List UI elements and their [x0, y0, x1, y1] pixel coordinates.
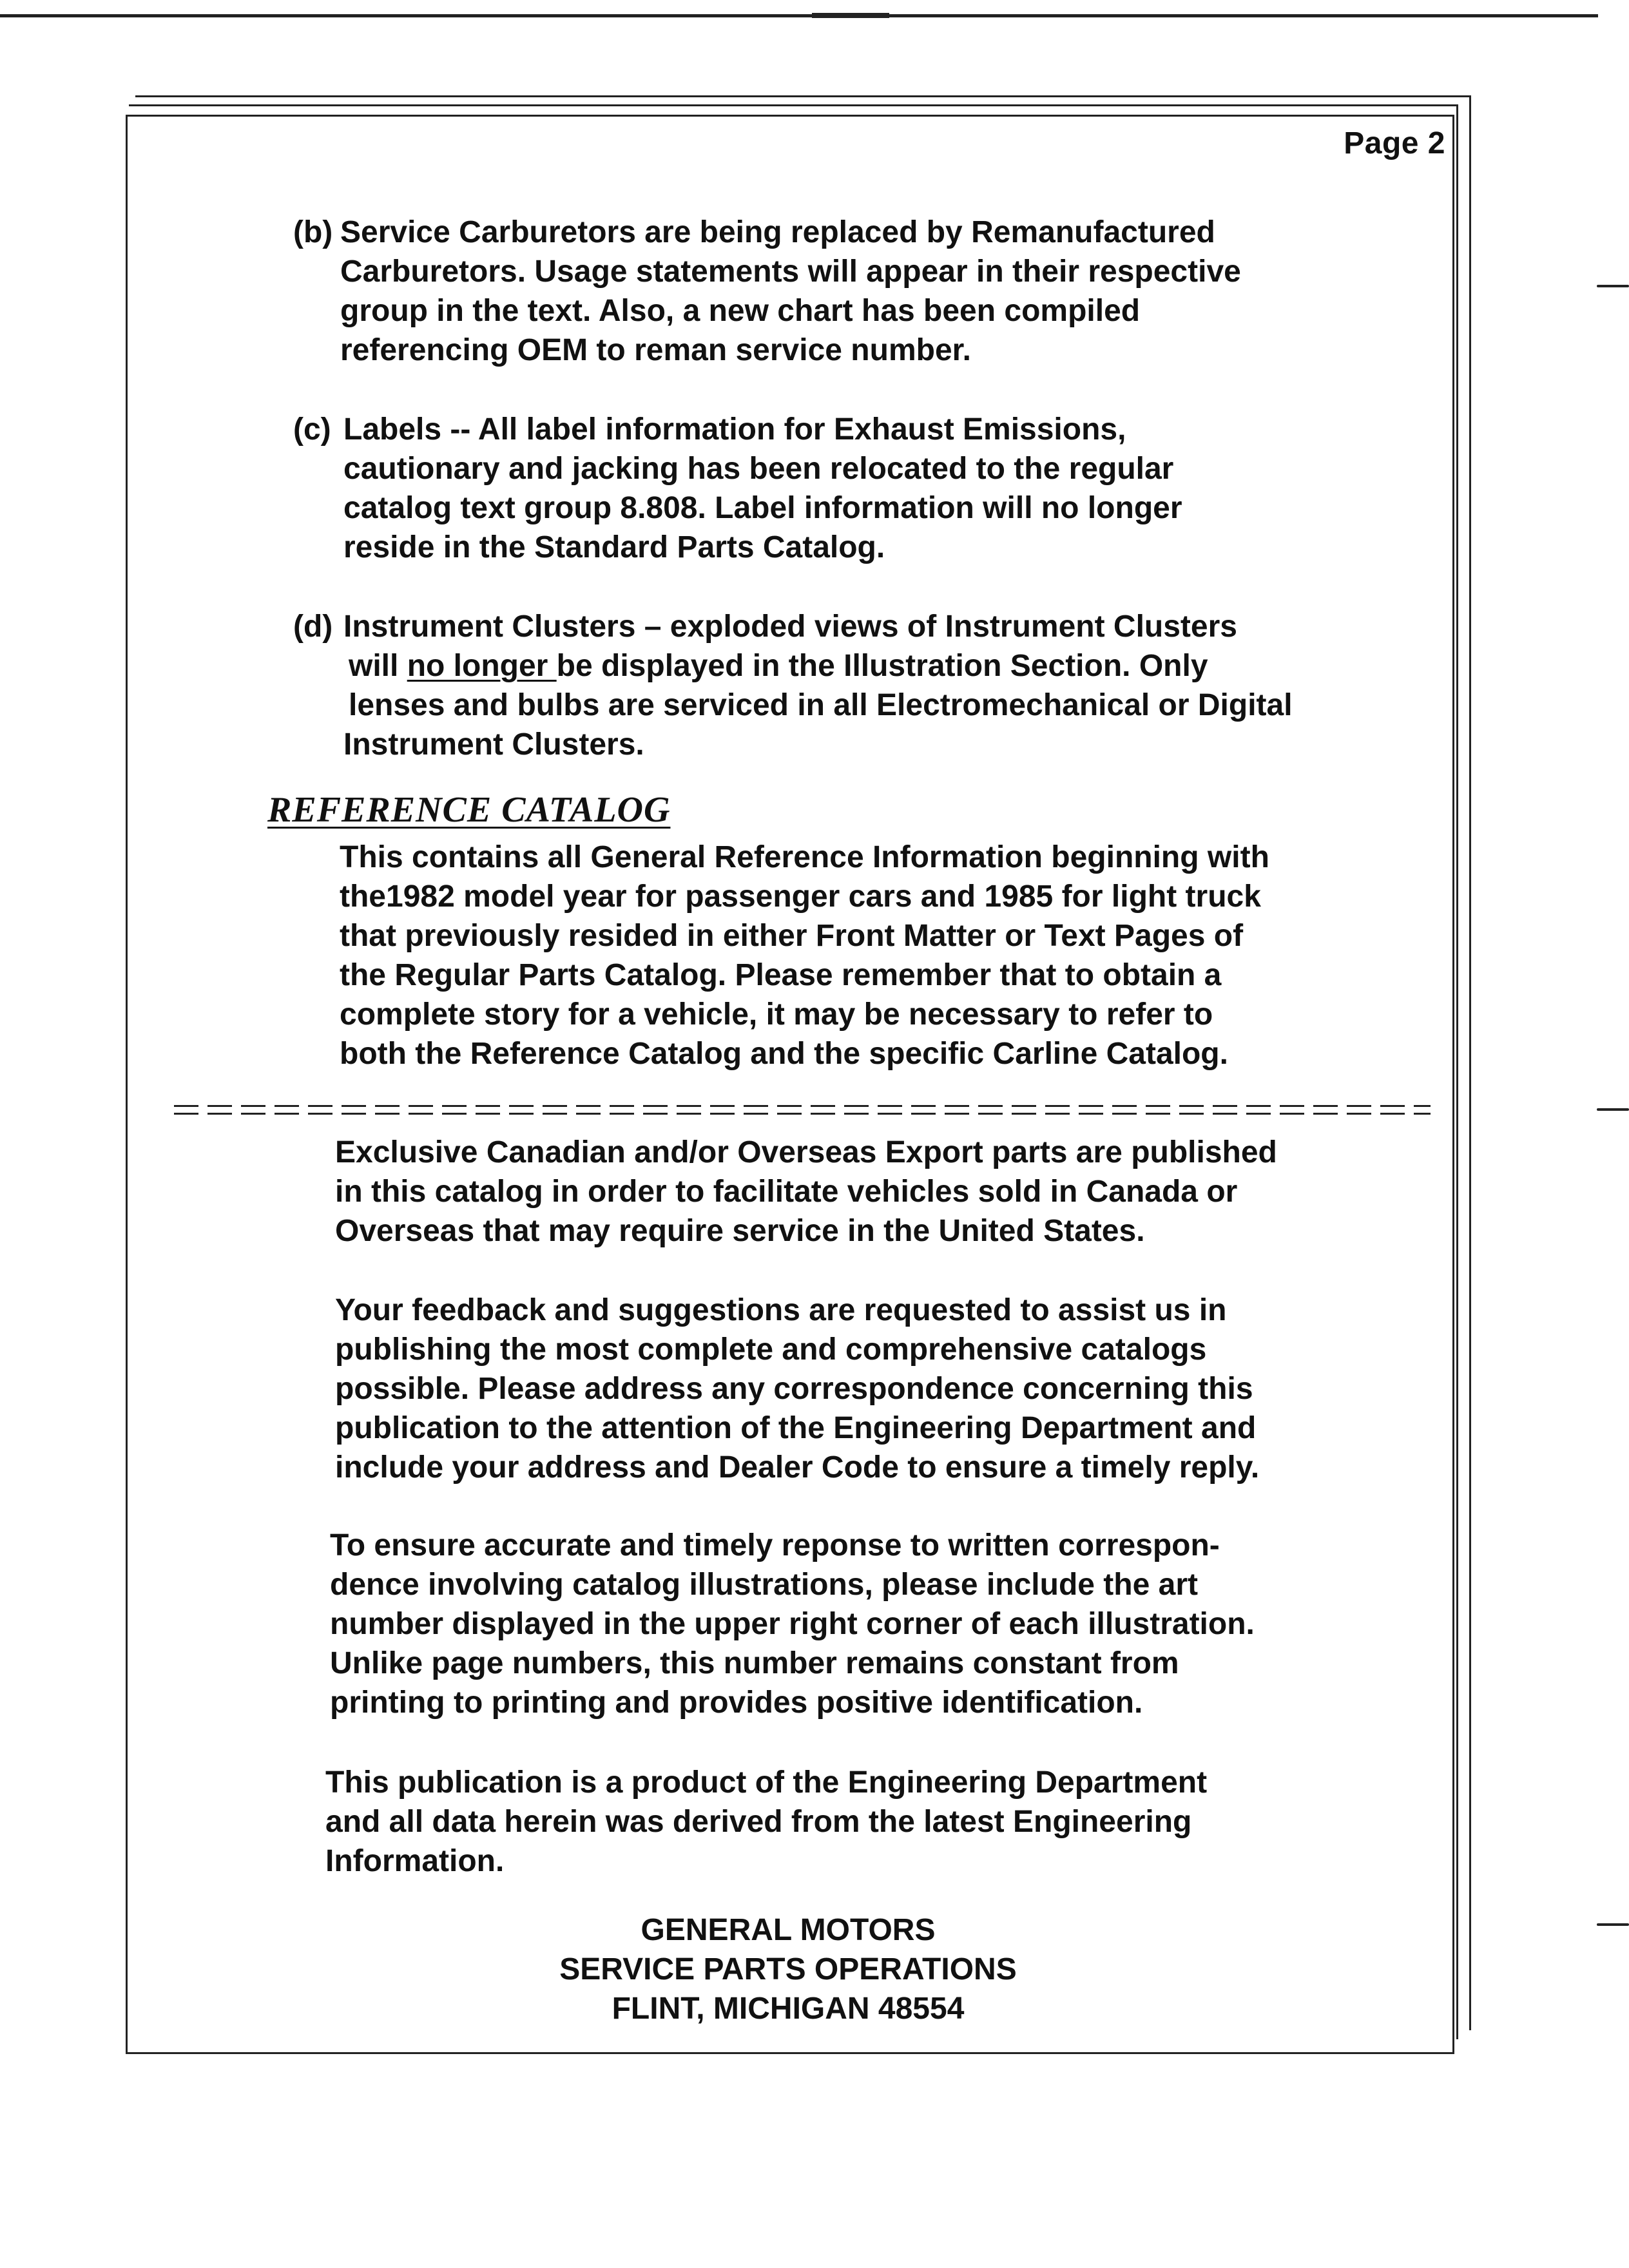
publisher-location: FLINT, MICHIGAN 48554	[612, 1992, 965, 2026]
paragraph-line: possible. Please address any correspondence concerning this	[335, 1372, 1253, 1406]
paragraph-line: and all data herein was derived from the latest Engineering	[325, 1805, 1192, 1839]
item-text: be displayed in the Illustration Section. Only	[556, 649, 1208, 683]
paragraph-export	[335, 1133, 1277, 1251]
paragraph-line: To ensure accurate and timely reponse to written correspon-	[330, 1528, 1220, 1562]
edge-tick-mark	[1597, 285, 1629, 287]
item-line: Service Carburetors are being replaced by Remanufactured	[340, 215, 1215, 249]
item-line: lenses and bulbs are serviced in all Electromechanical or Digital	[349, 688, 1293, 722]
item-body	[343, 607, 1293, 764]
item-line: Instrument Clusters.	[343, 727, 644, 762]
item-line: cautionary and jacking has been relocated to the regular	[343, 452, 1174, 486]
paragraph-line: printing to printing and provides positive identification.	[330, 1686, 1143, 1720]
section-heading: REFERENCE CATALOG	[267, 790, 671, 830]
item-marker: (b)	[293, 215, 333, 249]
item-line: catalog text group 8.808. Label information will no longer	[343, 491, 1182, 525]
item-body	[343, 410, 1182, 567]
publisher-name: GENERAL MOTORS	[641, 1913, 936, 1947]
paragraph-line: Exclusive Canadian and/or Overseas Export parts are published	[335, 1135, 1277, 1169]
edge-tick-mark	[1597, 1923, 1629, 1926]
item-marker: (d)	[293, 610, 333, 644]
paragraph-line: the Regular Parts Catalog. Please remember that to obtain a	[340, 958, 1222, 992]
top-rule-mark	[812, 13, 889, 18]
top-scan-rule	[0, 14, 1598, 17]
paragraph-line: Unlike page numbers, this number remains constant from	[330, 1646, 1179, 1680]
paragraph-line: include your address and Dealer Code to ensure a timely reply.	[335, 1450, 1260, 1485]
paragraph-line: in this catalog in order to facilitate vehicles sold in Canada or	[335, 1175, 1238, 1209]
paragraph-line: that previously resided in either Front Matter or Text Pages of	[340, 919, 1244, 953]
paragraph-line: both the Reference Catalog and the specific Carline Catalog.	[340, 1037, 1228, 1071]
paragraph-line: This publication is a product of the Engineering Department	[325, 1765, 1208, 1800]
reference-paragraph	[340, 838, 1269, 1073]
edge-tick-mark	[1597, 1108, 1629, 1111]
double-dashed-divider	[174, 1105, 1431, 1115]
item-line: Labels -- All label information for Exhaust Emissions,	[343, 412, 1126, 447]
publisher-division: SERVICE PARTS OPERATIONS	[559, 1952, 1017, 1986]
paragraph-line: publishing the most complete and comprehensive catalogs	[335, 1332, 1207, 1367]
paragraph-line: the1982 model year for passenger cars and 1985 for light truck	[340, 879, 1261, 914]
underlined-text: no longer	[407, 649, 557, 683]
page-number: Page 2	[1344, 126, 1445, 160]
paragraph-line: Information.	[325, 1844, 505, 1878]
paragraph-line: This contains all General Reference Information beginning with	[340, 840, 1269, 874]
item-line: group in the text. Also, a new chart has been compiled	[340, 294, 1141, 328]
item-body	[340, 213, 1241, 370]
item-line: reside in the Standard Parts Catalog.	[343, 530, 885, 564]
paragraph-line: complete story for a vehicle, it may be necessary to refer to	[340, 997, 1213, 1032]
paragraph-line: publication to the attention of the Engineering Department and	[335, 1411, 1257, 1445]
paragraph-line: Your feedback and suggestions are requested to assist us in	[335, 1293, 1227, 1327]
paragraph-feedback	[335, 1291, 1259, 1487]
item-text: will	[349, 649, 407, 683]
paragraph-line: Overseas that may require service in the United States.	[335, 1214, 1145, 1248]
item-line: Carburetors. Usage statements will appear in their respective	[340, 255, 1241, 289]
paragraph-line: dence involving catalog illustrations, please include the art	[330, 1568, 1198, 1602]
item-line: Instrument Clusters – exploded views of Instrument Clusters	[343, 610, 1237, 644]
item-marker: (c)	[293, 412, 331, 447]
item-line: referencing OEM to reman service number.	[340, 333, 972, 367]
paragraph-publication	[325, 1763, 1207, 1881]
paragraph-illustrations	[330, 1526, 1255, 1722]
item-line	[343, 646, 1293, 686]
publisher-address	[126, 1910, 1451, 2028]
paragraph-line: number displayed in the upper right corner of each illustration.	[330, 1607, 1255, 1641]
